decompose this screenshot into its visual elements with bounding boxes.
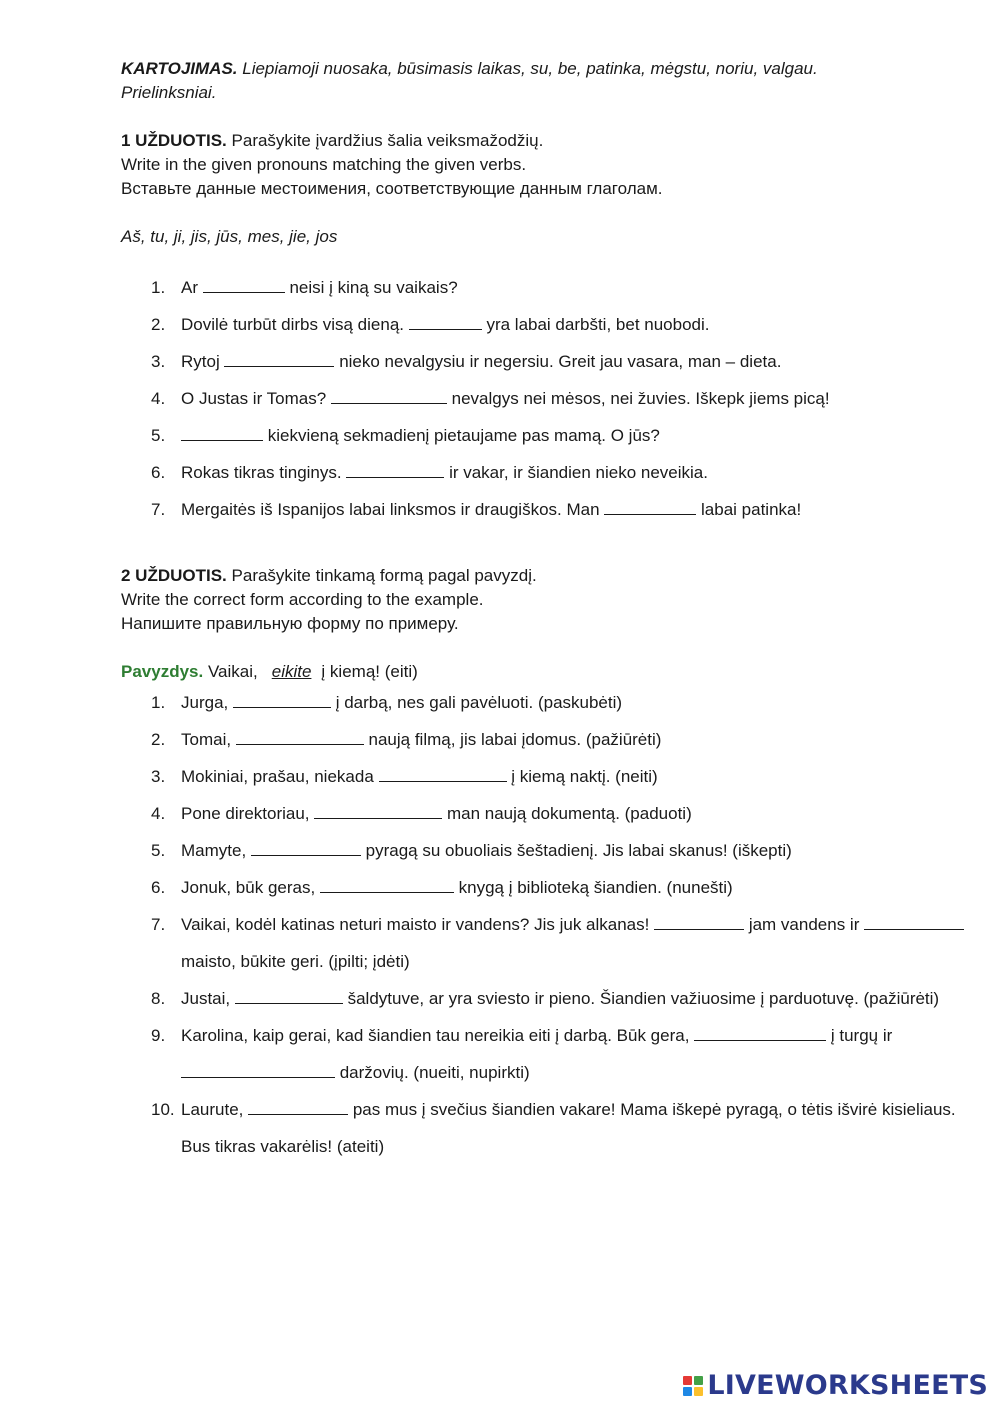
item-text: Mokiniai, prašau, niekada xyxy=(181,767,379,786)
list-item xyxy=(121,684,971,721)
worksheet xyxy=(121,57,971,1165)
item-text: kiekvieną sekmadienį pietaujame pas mamą. O jūs? xyxy=(263,426,660,445)
item-text: Rokas tikras tinginys. xyxy=(181,463,347,482)
answer-blank[interactable] xyxy=(181,1063,335,1078)
item-text: Jurga, xyxy=(181,693,233,712)
example-text-end: į kiemą! (eiti) xyxy=(321,662,418,681)
item-number: 2. xyxy=(151,730,166,749)
list-item xyxy=(121,276,971,300)
task1-instruction-ru: Вставьте данные местоимения, соответствующие данным глаголам. xyxy=(121,179,663,198)
item-text: jam vandens ir xyxy=(744,915,865,934)
logo-square-green xyxy=(694,1376,703,1385)
item-text: Pone direktoriau, xyxy=(181,804,315,823)
list-item xyxy=(121,424,971,448)
task2-instruction-ru: Напишите правильную форму по примеру. xyxy=(121,614,459,633)
item-text: maisto, būkite geri. (įpilti; įdėti) xyxy=(181,952,410,971)
liveworksheets-logo xyxy=(683,1370,988,1401)
logo-square-red xyxy=(683,1376,692,1385)
answer-blank[interactable] xyxy=(320,878,454,893)
item-text: į kiemą naktį. (neiti) xyxy=(506,767,658,786)
item-number: 4. xyxy=(151,804,166,823)
header-title: KARTOJIMAS. xyxy=(121,59,238,78)
item-number: 9. xyxy=(151,1026,166,1045)
answer-blank[interactable] xyxy=(604,500,696,515)
logo-square-blue xyxy=(683,1387,692,1396)
answer-blank[interactable] xyxy=(654,915,744,930)
task1-heading xyxy=(121,129,971,153)
item-text: O Justas ir Tomas? xyxy=(181,389,331,408)
item-number: 3. xyxy=(151,352,166,371)
item-text: yra labai darbšti, bet nuobodi. xyxy=(481,315,710,334)
answer-blank[interactable] xyxy=(331,389,447,404)
item-text: ir vakar, ir šiandien nieko neveikia. xyxy=(444,463,708,482)
item-text: daržovių. (nueiti, nupirkti) xyxy=(335,1063,530,1082)
item-number: 4. xyxy=(151,389,166,408)
list-item xyxy=(121,1091,971,1165)
item-text: knygą į biblioteką šiandien. (nunešti) xyxy=(453,878,733,897)
list-item xyxy=(121,498,971,522)
item-text: naują filmą, jis labai įdomus. (pažiūrėti) xyxy=(363,730,662,749)
answer-blank[interactable] xyxy=(235,989,343,1004)
item-number: 3. xyxy=(151,767,166,786)
task1-instruction-lt: Parašykite įvardžius šalia veiksmažodžių. xyxy=(226,131,544,150)
header xyxy=(121,57,971,105)
item-text: neisi į kiną su vaikais? xyxy=(284,278,458,297)
task2-title: 2 UŽDUOTIS. xyxy=(121,566,227,585)
item-text: Laurute, xyxy=(181,1100,249,1119)
answer-blank[interactable] xyxy=(224,352,334,367)
item-text: nieko nevalgysiu ir negersiu. Greit jau vasara, man – dieta. xyxy=(334,352,782,371)
answer-blank[interactable] xyxy=(346,463,444,478)
task2-heading xyxy=(121,564,971,588)
answer-blank[interactable] xyxy=(248,1100,348,1115)
task2-instruction-en: Write the correct form according to the example. xyxy=(121,590,484,609)
item-text: pas mus į svečius šiandien vakare! Mama iškepė pyragą, o tėtis išvirė kisieliaus. Bus tikras vakarėlis! (ateiti) xyxy=(181,1100,956,1156)
item-text: Ar xyxy=(181,278,203,297)
example-label: Pavyzdys. xyxy=(121,662,204,681)
item-number: 2. xyxy=(151,315,166,334)
item-text: Karolina, kaip gerai, kad šiandien tau nereikia eiti į darbą. Būk gera, xyxy=(181,1026,695,1045)
item-number: 7. xyxy=(151,915,166,934)
answer-blank[interactable] xyxy=(409,315,482,330)
item-number: 5. xyxy=(151,426,166,445)
item-number: 10. xyxy=(151,1100,175,1119)
header-topics-2: Prielinksniai. xyxy=(121,83,217,102)
answer-blank[interactable] xyxy=(236,730,364,745)
list-item xyxy=(121,350,971,374)
item-text: Dovilė turbūt dirbs visą dieną. xyxy=(181,315,409,334)
item-text: į turgų ir xyxy=(826,1026,893,1045)
item-text: Mergaitės iš Ispanijos labai linksmos ir draugiškos. Man xyxy=(181,500,605,519)
header-topics: Liepiamoji nuosaka, būsimasis laikas, su, be, patinka, mėgstu, noriu, valgau. xyxy=(237,59,818,78)
task1-instruction-en: Write in the given pronouns matching the given verbs. xyxy=(121,155,527,174)
answer-blank[interactable] xyxy=(251,841,361,856)
task1-title: 1 UŽDUOTIS. xyxy=(121,131,227,150)
list-item xyxy=(121,387,971,411)
answer-blank[interactable] xyxy=(181,426,263,441)
example-text: Vaikai, xyxy=(203,662,258,681)
task2-instruction-lt: Parašykite tinkamą formą pagal pavyzdį. xyxy=(226,566,537,585)
item-text: šaldytuve, ar yra sviesto ir pieno. Šiandien važiuosime į parduotuvę. (pažiūrėti) xyxy=(342,989,940,1008)
item-number: 6. xyxy=(151,463,166,482)
logo-icon xyxy=(683,1376,703,1396)
answer-blank[interactable] xyxy=(314,804,442,819)
answer-blank[interactable] xyxy=(233,693,331,708)
list-item xyxy=(121,906,971,980)
list-item xyxy=(121,721,971,758)
example xyxy=(121,660,971,684)
item-text: Tomai, xyxy=(181,730,236,749)
task1-list xyxy=(121,276,971,522)
list-item xyxy=(121,758,971,795)
item-number: 8. xyxy=(151,989,166,1008)
item-number: 5. xyxy=(151,841,166,860)
item-number: 7. xyxy=(151,500,166,519)
item-number: 1. xyxy=(151,693,166,712)
item-text: pyragą su obuoliais šeštadienį. Jis labai skanus! (iškepti) xyxy=(360,841,792,860)
answer-blank[interactable] xyxy=(694,1026,826,1041)
answer-blank[interactable] xyxy=(203,278,285,293)
item-text: Jonuk, būk geras, xyxy=(181,878,320,897)
item-text: Rytoj xyxy=(181,352,225,371)
list-item xyxy=(121,461,971,485)
item-text: į darbą, nes gali pavėluoti. (paskubėti) xyxy=(330,693,623,712)
example-answer: eikite xyxy=(271,662,312,681)
item-text: Justai, xyxy=(181,989,235,1008)
item-text: labai patinka! xyxy=(696,500,802,519)
task2-list xyxy=(121,684,971,1165)
item-number: 6. xyxy=(151,878,166,897)
list-item xyxy=(121,869,971,906)
list-item xyxy=(121,980,971,1017)
answer-blank[interactable] xyxy=(864,915,964,930)
item-text: Mamyte, xyxy=(181,841,251,860)
item-number: 1. xyxy=(151,278,166,297)
list-item xyxy=(121,795,971,832)
list-item xyxy=(121,832,971,869)
list-item xyxy=(121,313,971,337)
item-text: nevalgys nei mėsos, nei žuvies. Iškepk jiems picą! xyxy=(446,389,830,408)
item-text: Vaikai, kodėl katinas neturi maisto ir vandens? Jis juk alkanas! xyxy=(181,915,655,934)
pronoun-list: Aš, tu, ji, jis, jūs, mes, jie, jos xyxy=(121,227,338,246)
logo-square-yellow xyxy=(694,1387,703,1396)
answer-blank[interactable] xyxy=(379,767,507,782)
logo-text: LIVEWORKSHEETS xyxy=(707,1370,988,1401)
list-item xyxy=(121,1017,971,1091)
item-text: man naują dokumentą. (paduoti) xyxy=(442,804,692,823)
